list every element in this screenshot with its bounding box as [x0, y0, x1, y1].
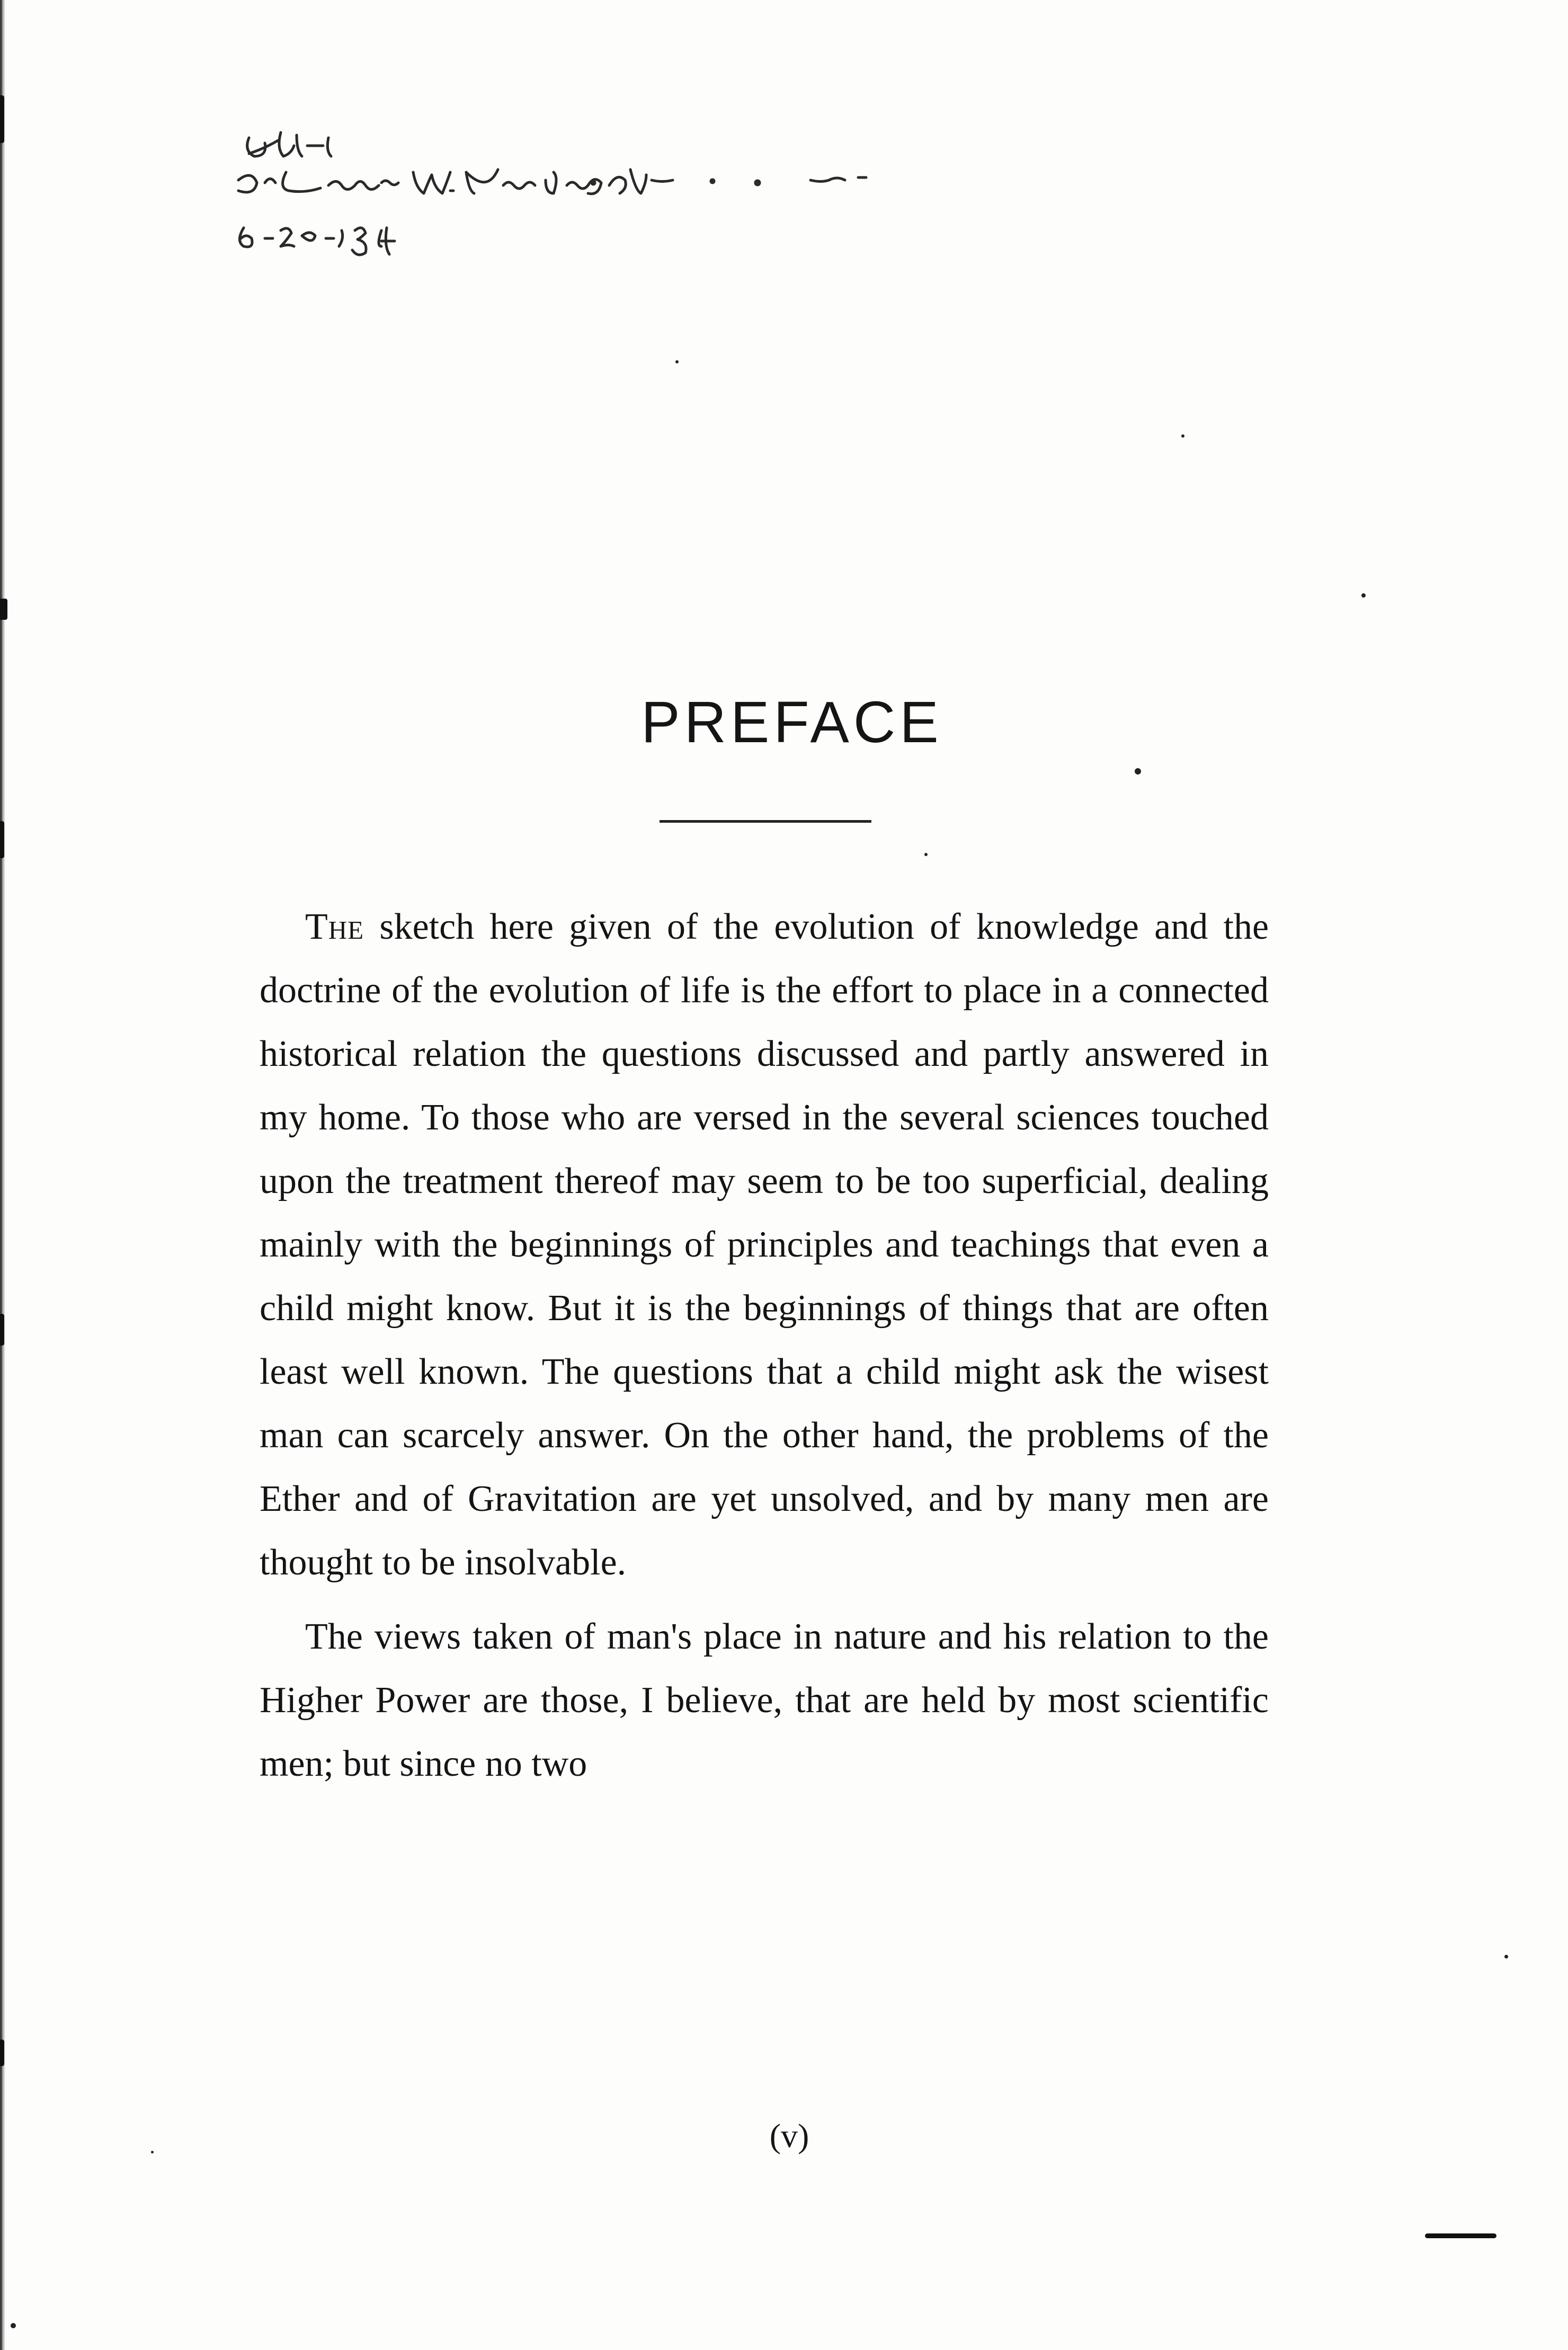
edge-mark [0, 95, 4, 143]
margin-dash [1425, 2233, 1496, 2238]
binding-edge [0, 0, 5, 2350]
edge-mark [0, 821, 4, 858]
paragraph-lead-word: The [305, 906, 364, 947]
print-speck [151, 2151, 154, 2153]
print-speck [1504, 1955, 1508, 1959]
print-speck [675, 360, 679, 363]
paragraph: The views taken of man's place in nature and his relation to the Higher Power are those, I believe, that are held by most scientific men; but since no two [260, 1616, 1269, 1784]
handwritten-inscription [228, 122, 1075, 281]
preface-body [260, 895, 1269, 1796]
print-speck [1361, 593, 1366, 598]
paragraph [260, 895, 1269, 1595]
page-title: PREFACE [641, 690, 943, 755]
print-speck [1181, 434, 1184, 438]
paragraph-text: sketch here given of the evolution of knowledge and the doctrine of the evolution of life is the effort to place in a connected historical relation the questions discussed and partly answered in my home. To those who are versed in the several sciences touched upon the treatment thereof may seem to be too superficial, dealing mainly with the beginnings of principles and teachings that even a child might know. But it is the beginnings of things that are often least well known. The questions that a child might ask the wisest man can scarcely answer. On the other hand, the problems of the Ether and of Gravitation are yet unsolved, and by many men are thought to be insolvable. [260, 906, 1269, 1583]
edge-mark [0, 1314, 4, 1346]
title-divider [660, 820, 871, 823]
print-speck [924, 853, 928, 856]
edge-mark [0, 599, 7, 620]
print-speck [1135, 768, 1141, 775]
print-speck [11, 2323, 16, 2328]
handwriting-drawing [228, 122, 1075, 281]
page-number: (v) [769, 2117, 809, 2155]
edge-mark [0, 2040, 4, 2066]
